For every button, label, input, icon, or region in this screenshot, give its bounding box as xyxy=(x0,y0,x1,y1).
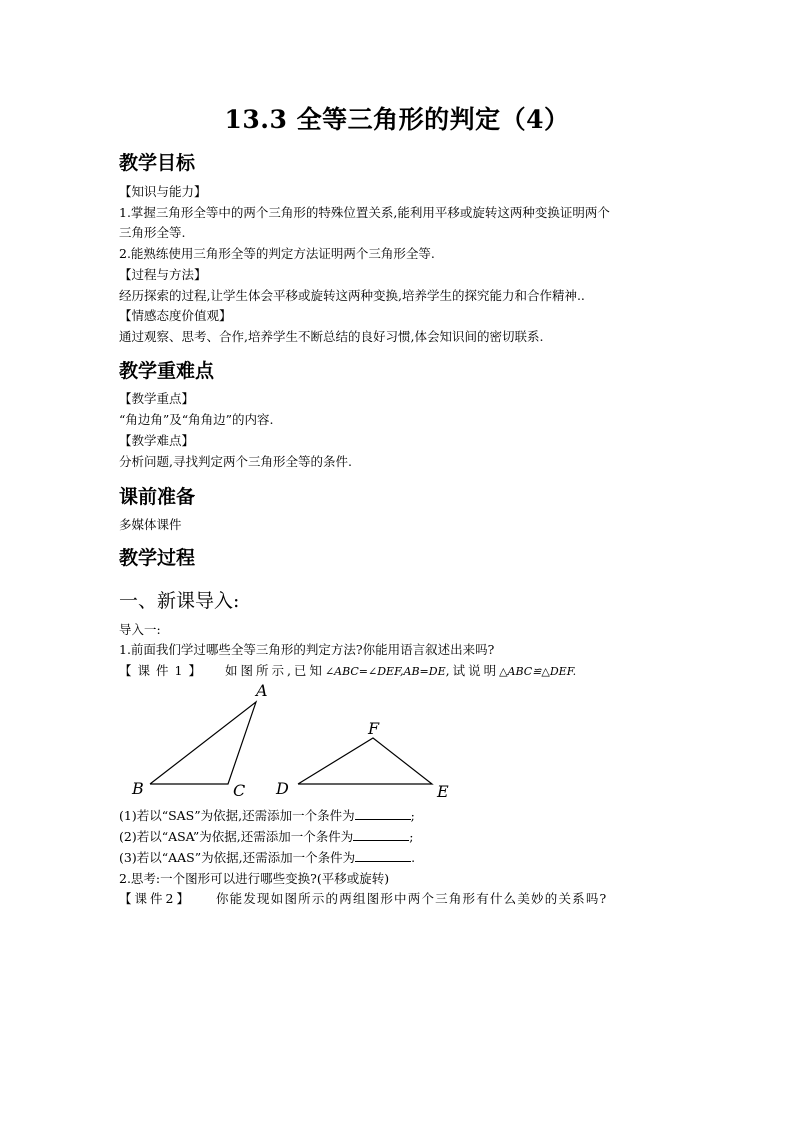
label-a: A xyxy=(256,681,268,700)
question-1: 1.前面我们学过哪些全等三角形的判定方法?你能用语言叙述出来吗? xyxy=(119,642,495,657)
prep-text: 多媒体课件 xyxy=(119,517,182,532)
emotion-text: 通过观察、思考、合作,培养学生不断总结的良好习惯,体会知识间的密切联系. xyxy=(119,329,544,344)
kejian-1-text2: ,试说明 xyxy=(445,663,500,678)
knowledge-label: 【知识与能力】 xyxy=(119,184,207,199)
kejian-1-math2: △ABC≌△DEF. xyxy=(499,665,577,678)
label-b: B xyxy=(132,779,144,798)
prep-heading: 课前准备 xyxy=(119,486,196,508)
process-label: 【过程与方法】 xyxy=(119,267,207,282)
kejian-1-tag: 【课件1】 xyxy=(119,663,207,678)
condition-1: (1)若以“SAS”为依据,还需添加一个条件为 ; xyxy=(119,808,415,823)
process-subheading: 一、新课导入: xyxy=(119,590,240,612)
knowledge-item-1a: 1.掌握三角形全等中的两个三角形的特殊位置关系,能利用平移或旋转这两种变换证明两个 xyxy=(119,205,610,220)
process-heading: 教学过程 xyxy=(119,547,196,569)
condition-3: (3)若以“AAS”为依据,还需添加一个条件为 . xyxy=(119,850,416,865)
kejian-1-math: ∠ABC=∠DEF,AB=DE xyxy=(324,665,446,678)
kejian-1-text: 如图所示,已知 xyxy=(224,663,325,678)
triangle-figure xyxy=(120,680,460,802)
process-text: 经历探索的过程,让学生体会平移或旋转这两种变换,培养学生的探究能力和合作精神.. xyxy=(119,288,585,303)
label-c: C xyxy=(233,781,246,800)
difficult-text: 分析问题,寻找判定两个三角形全等的条件. xyxy=(119,454,352,469)
kejian-1 xyxy=(119,661,576,679)
label-f: F xyxy=(368,719,380,738)
question-2: 2.思考:一个图形可以进行哪些变换?(平移或旋转) xyxy=(119,871,390,886)
knowledge-item-1b: 三角形全等. xyxy=(119,225,186,240)
key-text: “角边角”及“角角边”的内容. xyxy=(119,412,274,427)
label-d: D xyxy=(276,779,289,798)
answer-blank-2[interactable] xyxy=(353,828,409,841)
page-title: 13.3 全等三角形的判定（4） xyxy=(224,105,570,134)
triangle-def xyxy=(298,738,432,784)
intro-label: 导入一: xyxy=(119,622,161,637)
emotion-label: 【情感态度价值观】 xyxy=(119,308,232,323)
objectives-heading: 教学目标 xyxy=(119,152,196,174)
answer-blank-3[interactable] xyxy=(355,849,411,862)
kejian-2-text: 你能发现如图所示的两组图形中两个三角形有什么美妙的关系吗? xyxy=(215,891,608,906)
answer-blank-1[interactable] xyxy=(355,807,411,820)
triangle-abc xyxy=(150,702,256,784)
kejian-2 xyxy=(119,889,607,907)
difficult-label: 【教学难点】 xyxy=(119,433,195,448)
key-label: 【教学重点】 xyxy=(119,391,195,406)
kejian-2-tag: 【课件2】 xyxy=(119,891,192,906)
label-e: E xyxy=(437,782,449,801)
key-points-heading: 教学重难点 xyxy=(119,360,215,382)
condition-2: (2)若以“ASA”为依据,还需添加一个条件为 ; xyxy=(119,829,414,844)
knowledge-item-2: 2.能熟练使用三角形全等的判定方法证明两个三角形全等. xyxy=(119,246,435,261)
